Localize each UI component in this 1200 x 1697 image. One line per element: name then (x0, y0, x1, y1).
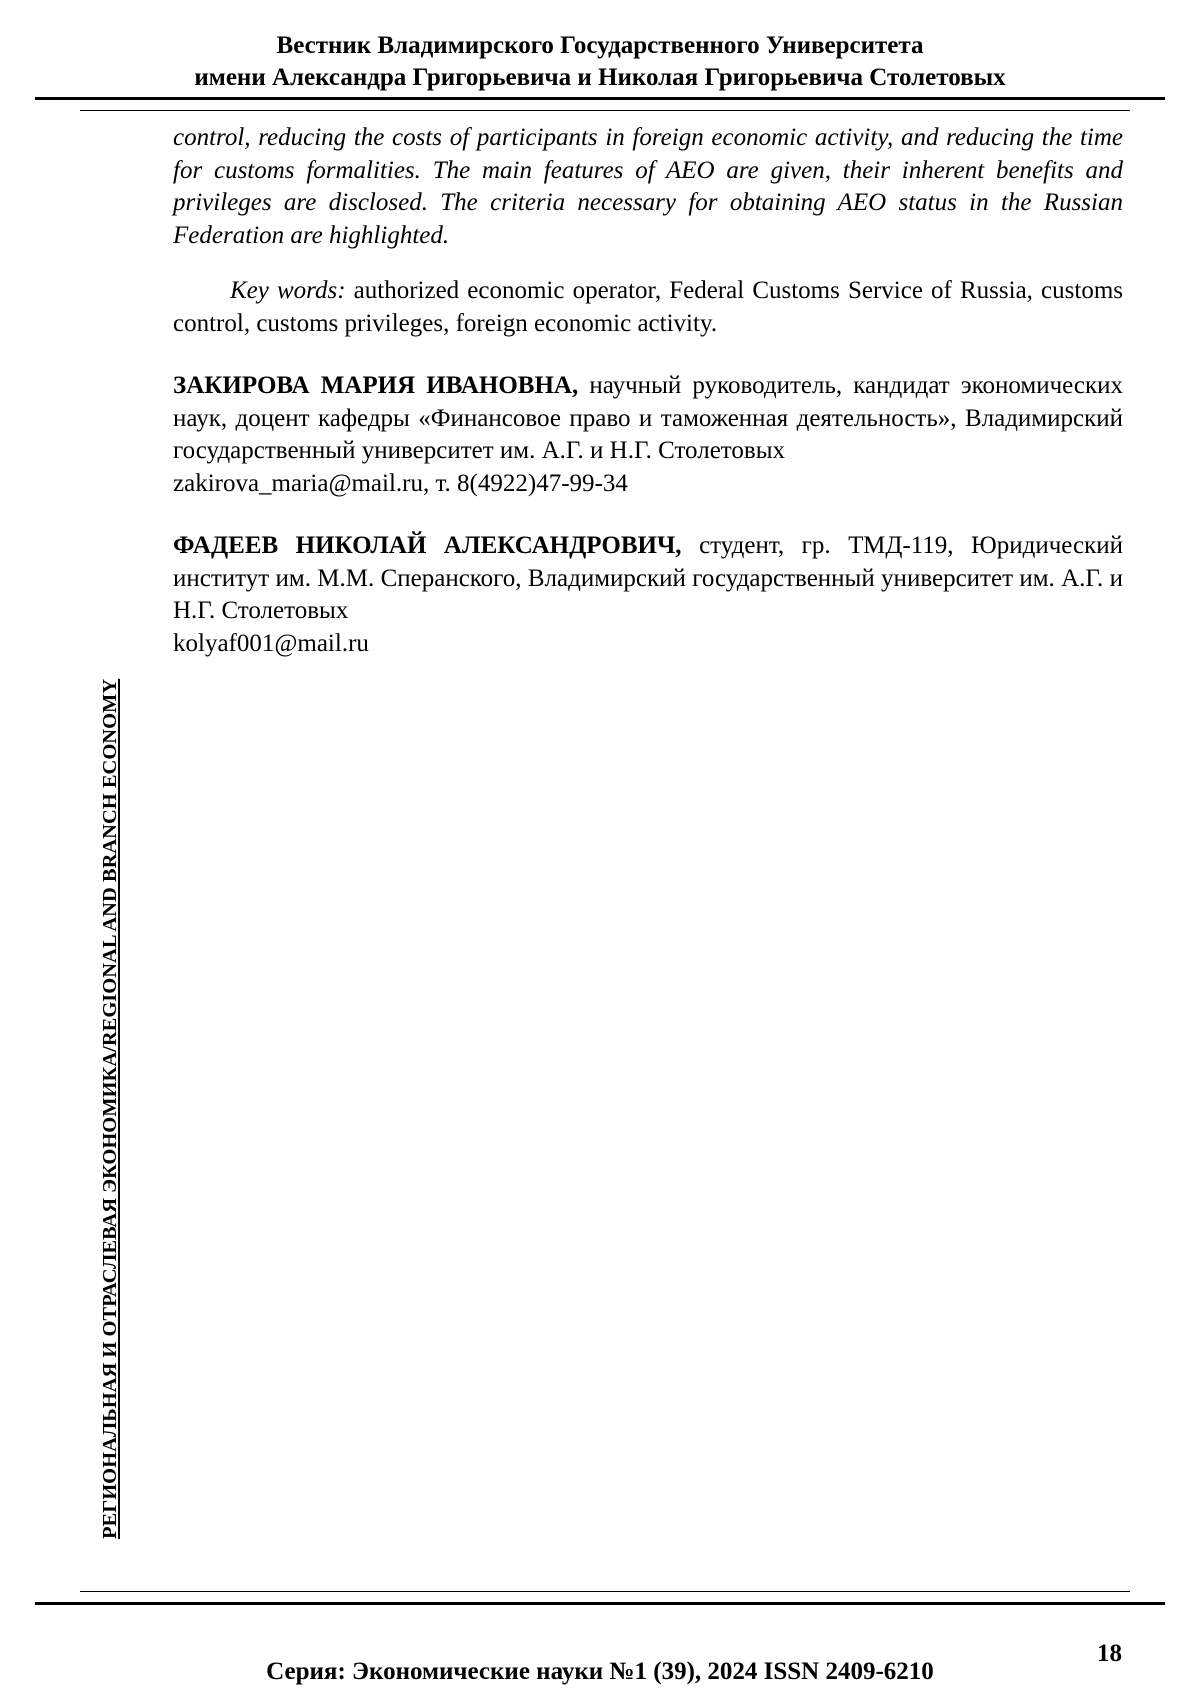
author-block-1 (173, 370, 1123, 500)
header-rule-thin (80, 110, 1130, 111)
author-name: ЗАКИРОВА МАРИЯ ИВАНОВНА, (173, 372, 579, 399)
author-description: студент, гр. ТМД-119, Юридический институт им. М.М. Сперанского, Владимирский государственный университет им. А.Г. и Н.Г. Столетовых (173, 532, 1124, 624)
header-rule-thick (35, 97, 1165, 100)
journal-title-line1: Вестник Владимирского Государственного Университета (276, 32, 924, 59)
author-name: ФАДЕЕВ НИКОЛАЙ АЛЕКСАНДРОВИЧ, (173, 532, 682, 559)
page-number: 18 (1097, 1640, 1122, 1667)
article-body (173, 122, 1123, 660)
footer-rule-thick (35, 1602, 1165, 1605)
author-block-2 (173, 530, 1123, 660)
section-sidebar-label: РЕГИОНАЛЬНАЯ И ОТРАСЛЕВАЯ ЭКОНОМИКА/REGIONAL AND BRANCH ECONOMY (99, 678, 121, 1539)
author-contact: zakirova_maria@mail.ru, т. 8(4922)47-99-34 (173, 469, 628, 497)
footer-rule-thin (80, 1591, 1130, 1592)
keywords-paragraph (173, 275, 1123, 340)
author-contact: kolyaf001@mail.ru (173, 629, 369, 657)
series-footer: Серия: Экономические науки №1 (39), 2024 ISSN 2409-6210 (266, 1658, 934, 1685)
abstract-paragraph: control, reducing the costs of participants in foreign economic activity, and reducing the time for customs formalities. The main features of AEO are given, their inherent benefits and privileges are disclosed. The criteria necessary for obtaining AEO status in the Russian Federation are highlighted. (173, 124, 1123, 249)
journal-title-line2: имени Александра Григорьевича и Николая Григорьевича Столетовых (194, 64, 1006, 91)
keywords-text: authorized economic operator, Federal Customs Service of Russia, customs control, customs privileges, foreign economic activity. (173, 277, 1124, 337)
keywords-label: Key words: (230, 277, 346, 304)
journal-header (0, 30, 1200, 94)
author-description: научный руководитель, кандидат экономических наук, доцент кафедры «Финансовое право и таможенная деятельность», Владимирский государственный университет им. А.Г. и Н.Г. Столетовых (173, 372, 1124, 464)
